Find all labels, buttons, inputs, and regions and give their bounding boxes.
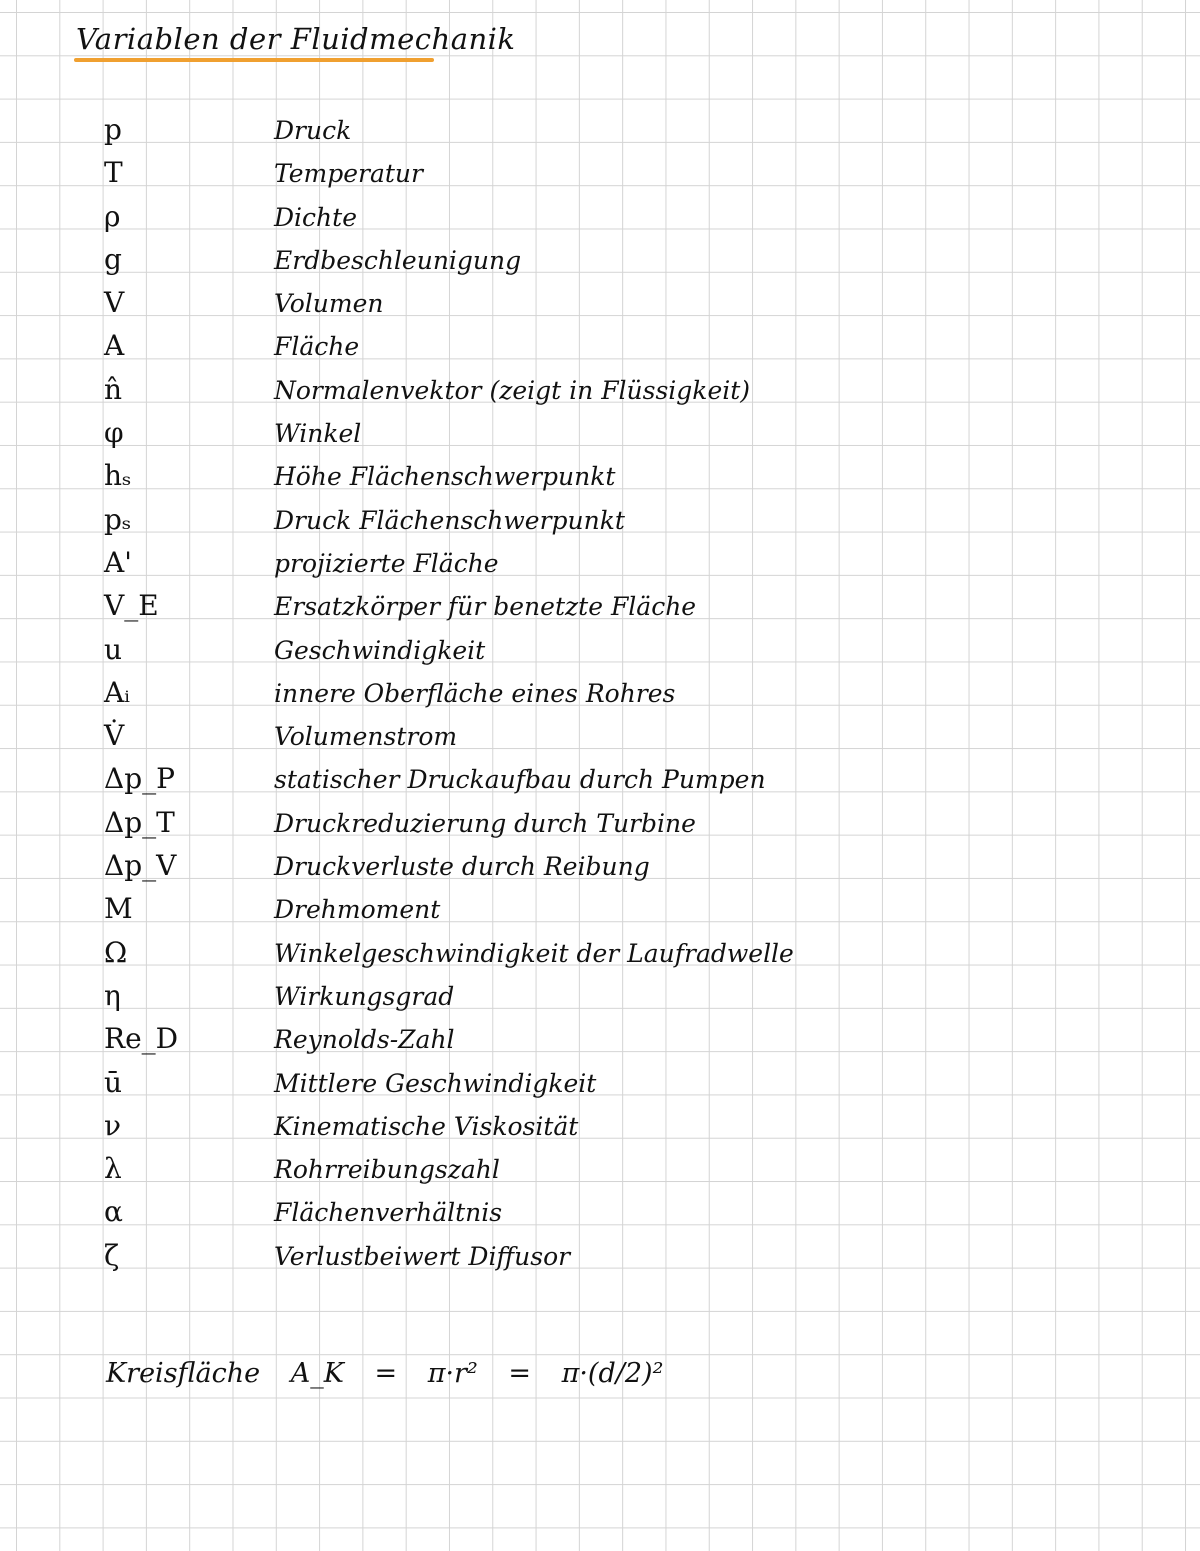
variable-symbol: Δp_P: [104, 762, 175, 796]
variable-symbol: η: [104, 978, 121, 1012]
variable-symbol: α: [104, 1195, 123, 1229]
variable-row: [100, 500, 800, 543]
variable-row: [100, 283, 800, 326]
variable-description: Fläche: [274, 332, 360, 362]
variable-description: Temperatur: [274, 159, 423, 189]
variable-description: Winkel: [274, 419, 362, 449]
variable-row: [100, 1019, 800, 1062]
variable-description: Volumenstrom: [274, 722, 458, 752]
variable-description: Druck Flächenschwerpunkt: [274, 505, 625, 535]
variable-symbol: Δp_T: [104, 805, 175, 839]
title-underline: [74, 58, 434, 62]
variable-symbol: φ: [104, 416, 124, 450]
variable-symbol: ρ: [104, 199, 121, 233]
formula-equals-1: =: [374, 1358, 398, 1389]
variable-row: [100, 370, 800, 413]
variable-symbol: pₛ: [104, 502, 132, 536]
variable-row: [100, 197, 800, 240]
variable-description: Höhe Flächenschwerpunkt: [274, 462, 616, 492]
variable-description: Druckverluste durch Reibung: [274, 852, 650, 882]
variable-row: [100, 326, 800, 369]
variable-symbol: g: [104, 242, 122, 276]
variable-description: Normalenvektor (zeigt in Flüssigkeit): [274, 375, 751, 405]
variable-symbol: M: [104, 892, 133, 926]
variable-symbol: V̇: [104, 719, 125, 753]
variable-description: Dichte: [274, 202, 357, 232]
variable-row: [100, 630, 800, 673]
variable-description: Ersatzkörper für benetzte Fläche: [274, 592, 697, 622]
formula-equals-2: =: [508, 1358, 532, 1389]
variable-row: [100, 456, 800, 499]
variable-description: innere Oberfläche eines Rohres: [274, 678, 676, 708]
page-title: Variablen der Fluidmechanik: [76, 22, 516, 56]
variable-symbol: A: [104, 329, 125, 363]
variable-description: Kinematische Viskosität: [274, 1111, 579, 1141]
variable-description: Volumen: [274, 289, 384, 319]
variable-row: [100, 110, 800, 153]
formula-term-1: π·r²: [427, 1358, 478, 1389]
variable-row: [100, 1149, 800, 1192]
variable-row: [100, 759, 800, 802]
formula-label: Kreisfläche: [106, 1358, 261, 1389]
variable-row: [100, 889, 800, 932]
variable-description: Winkelgeschwindigkeit der Laufradwelle: [274, 938, 794, 968]
circle-area-formula: [106, 1358, 685, 1389]
variable-description: Druckreduzierung durch Turbine: [274, 808, 696, 838]
variable-symbol: A': [104, 545, 132, 579]
variable-description: Drehmoment: [274, 895, 441, 925]
variable-symbol: ū: [104, 1065, 123, 1099]
variable-row: [100, 543, 800, 586]
variable-row: [100, 586, 800, 629]
variable-symbol: u: [104, 632, 123, 666]
variable-symbol: Δp_V: [104, 849, 177, 883]
variable-row: [100, 716, 800, 759]
variable-description: Mittlere Geschwindigkeit: [274, 1068, 597, 1098]
variable-symbol: ν: [104, 1108, 122, 1142]
variable-symbol: p: [104, 113, 122, 146]
formula-lhs: A_K: [290, 1358, 344, 1389]
variable-description: projizierte Fläche: [274, 548, 499, 578]
variable-symbol: V_E: [104, 589, 159, 623]
variable-row: [100, 933, 800, 976]
variable-row: [100, 153, 800, 196]
variable-symbol: λ: [104, 1152, 122, 1186]
variable-description: Erdbeschleunigung: [274, 245, 522, 275]
variable-description: Verlustbeiwert Diffusor: [274, 1241, 571, 1271]
variable-symbol: V: [104, 286, 125, 320]
variable-description: Reynolds-Zahl: [274, 1025, 455, 1055]
variable-row: [100, 976, 800, 1019]
variable-description: Flächenverhältnis: [274, 1198, 503, 1228]
variable-symbol: n̂: [104, 372, 123, 406]
variable-row: [100, 1106, 800, 1149]
variable-description: statischer Druckaufbau durch Pumpen: [274, 765, 766, 795]
variable-symbol: Aᵢ: [104, 675, 130, 709]
formula-term-2: π·(d/2)²: [561, 1358, 664, 1389]
variable-symbol: Ω: [104, 935, 128, 969]
variable-description: Druck: [274, 116, 352, 145]
variable-description: Wirkungsgrad: [274, 981, 455, 1011]
variable-row: [100, 846, 800, 889]
variable-symbol: T: [104, 156, 123, 190]
variable-symbol: hₛ: [104, 459, 132, 493]
variable-description: Geschwindigkeit: [274, 635, 486, 665]
variable-symbol: ζ: [104, 1238, 120, 1272]
variable-row: [100, 240, 800, 283]
variable-row: [100, 673, 800, 716]
variable-row: [100, 803, 800, 846]
variable-row: [100, 1063, 800, 1106]
variable-row: [100, 1192, 800, 1235]
variable-symbol: Re_D: [104, 1022, 179, 1056]
variable-description: Rohrreibungszahl: [274, 1155, 500, 1185]
variable-row: [100, 413, 800, 456]
variable-row: [100, 1236, 800, 1279]
variable-list: [100, 110, 800, 1279]
